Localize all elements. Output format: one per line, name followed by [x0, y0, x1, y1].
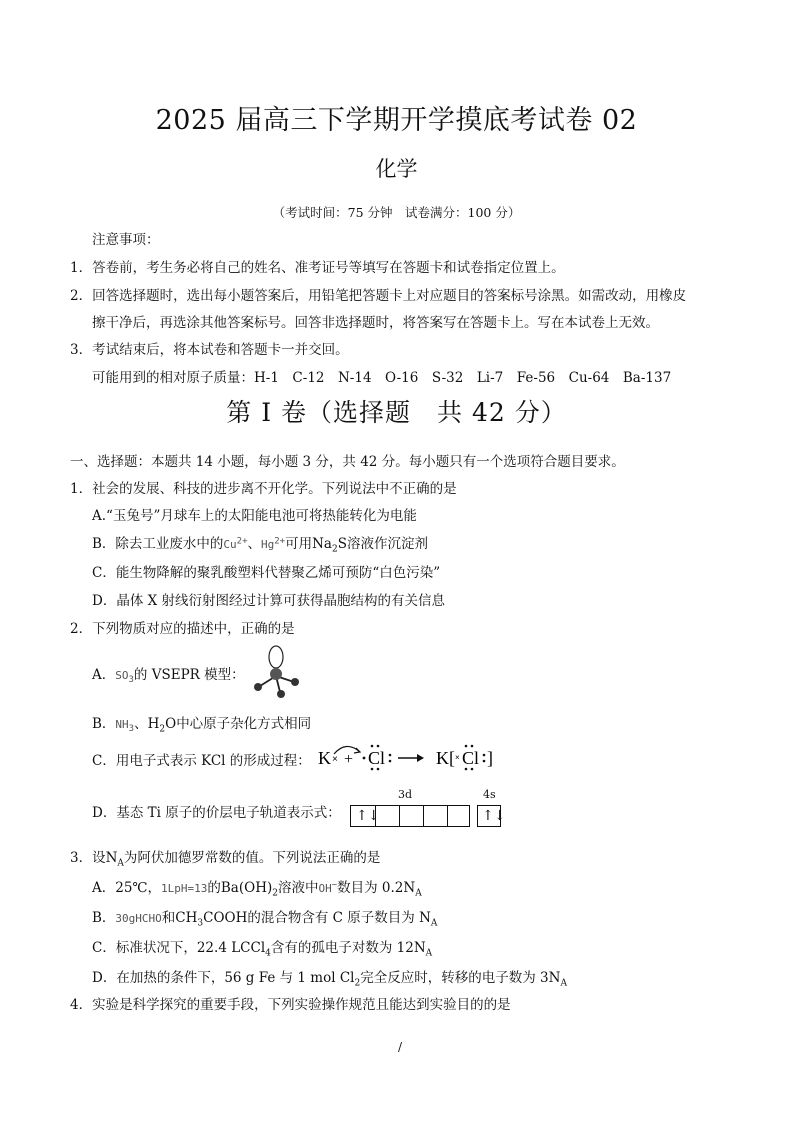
atomic-masses: 可能用到的相对原子质量：H-1 C-12 N-14 O-16 S-32 Li-7 Fe-56 Cu-64 Ba-137	[92, 370, 672, 386]
q1-option-a: A.“玉兔号”月球车上的太阳能电池可将热能转化为电能	[92, 508, 417, 524]
orbital-4s-box	[477, 805, 506, 827]
q2-option-a: A．$SO_3$的 VSEPR 模型：	[92, 667, 245, 686]
orbital-label-4s: 4s	[483, 788, 496, 801]
exam-title: 2025 届高三下学期开学摸底考试卷 02	[155, 105, 638, 136]
q1-option-c: C．能生物降解的聚乳酸塑料代替聚乙烯可预防“白色污染”	[92, 565, 441, 581]
kcl-product-k: K	[436, 748, 449, 768]
kcl-product-cl: Cl	[462, 748, 480, 768]
q4-stem: 4．实验是科学探究的重要手段，下列实验操作规范且能达到实验目的的是	[70, 997, 511, 1013]
section-title: 第 I 卷（选择题 共 42 分）	[226, 398, 567, 427]
svg-text:×: ×	[455, 753, 460, 762]
orbital-4s-electrons: ↑↓	[482, 808, 506, 824]
exam-info: （考试时间：75 分钟 试卷满分：100 分）	[272, 205, 521, 220]
note-item-2: 2．回答选择题时，选出每小题答案后，用铅笔把答题卡上对应题目的答案标号涂黑。如需改动，用橡皮	[70, 288, 687, 304]
q1-option-d: D．晶体 X 射线衍射图经过计算可获得晶胞结构的有关信息	[92, 593, 446, 609]
q3-option-d: D．在加热的条件下，56 g Fe 与 1 mol $Cl_2$完全反应时，转移的电子数为 $3N_A$	[92, 970, 567, 989]
q3-option-a: A．25℃，1LpH=13的$Ba(OH)_2$溶液中OH−数目为 $0.2N_A$	[92, 880, 422, 899]
svg-text:×: ×	[332, 754, 338, 765]
orbital-3d-box	[350, 805, 470, 827]
q2-option-d: D．基态 Ti 原子的价层电子轨道表示式：	[92, 805, 341, 821]
q1-option-b: B．除去工业废水中的$Cu^{2+}$、$Hg^{2+}$可用$Na_2S$溶液作沉淀剂	[92, 536, 428, 555]
kcl-k-atom: K	[318, 748, 331, 768]
kcl-plus: +	[344, 751, 354, 768]
q3-option-b: B．30gHCHO和$CH_3COOH$的混合物含有 C 原子数目为 $N_A$	[92, 910, 438, 929]
svg-text:[: [	[449, 748, 455, 768]
notes-heading: 注意事项：	[92, 232, 160, 248]
subject-title: 化学	[375, 157, 418, 181]
kcl-formation-diagram	[316, 738, 496, 774]
kcl-cl-atom: Cl	[368, 748, 386, 768]
q3-stem: 3．设$N_A$为阿伏加德罗常数的值。下列说法正确的是	[70, 850, 381, 869]
vsepr-model-image	[248, 642, 308, 702]
q2-option-c: C．用电子式表示 KCl 的形成过程：	[92, 753, 311, 769]
note-item-2-cont: 擦干净后，再选涂其他答案标号。回答非选择题时，将答案写在答题卡上。写在本试卷上无效。	[92, 315, 659, 331]
note-item-1: 1．答卷前，考生务必将自己的姓名、准考证号等填写在答题卡和试卷指定位置上。	[70, 260, 565, 276]
q3-option-c: C．标准状况下，22.4 LCCl$_4$含有的孤电子对数为 $12N_A$	[92, 940, 433, 959]
orbital-3d-electrons: ↑↓	[356, 808, 380, 824]
svg-text:]: ]	[487, 748, 493, 768]
section-instruction: 一、选择题：本题共 14 小题，每小题 3 分，共 42 分。每小题只有一个选项符合题目要求。	[70, 454, 625, 470]
q2-option-b: B．$NH_3$、$H_2O$中心原子杂化方式相同	[92, 716, 312, 735]
q2-stem: 2．下列物质对应的描述中，正确的是	[70, 621, 295, 637]
note-item-3: 3．考试结束后，将本试卷和答题卡一并交回。	[70, 342, 349, 358]
q1-stem: 1．社会的发展、科技的进步离不开化学。下列说法中不正确的是	[70, 481, 457, 497]
page-number: /	[398, 1040, 403, 1054]
orbital-label-3d: 3d	[398, 788, 413, 801]
